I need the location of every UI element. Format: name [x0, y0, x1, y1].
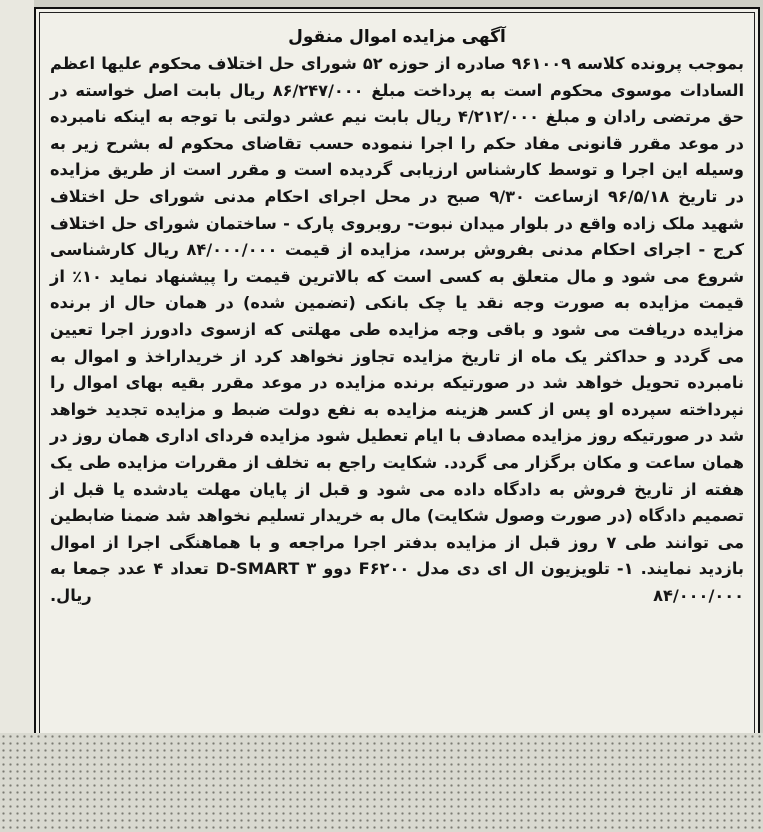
notice-frame: [34, 7, 760, 733]
halftone-background: [0, 733, 763, 832]
notice-body: بموجب پرونده کلاسه ۹۶۱۰۰۹ صادره از حوزه ۵۲ شورای حل اختلاف محکوم علیها اعظم السادات موسوی محکوم است به پرداخت مبلغ ۸۶/۲۴۷/۰۰۰ ریال بابت اصل خواسته در حق مرتضی رادان و مبلغ ۴/۲۱۲/۰۰۰ ریال بابت نیم عشر دولتی با توجه به اینکه نامبرده در موعد مقرر قانونی مفاد حکم را اجرا ننموده حسب تقاضای محکوم له بشرح زیر به وسیله این اجرا و توسط کارشناس ارزیابی گردیده است و مقرر است از طریق مزایده در تاریخ ۹۶/۵/۱۸ ازساعت ۹/۳۰ صبح در محل اجرای احکام مدنی شورای حل اختلاف شهید ملک زاده واقع در بلوار میدان نبوت- روبروی پارک - ساختمان شورای حل اختلاف کرج - اجرای احکام مدنی بفروش برسد، مزایده از قیمت ۸۴/۰۰۰/۰۰۰ ریال کارشناسی شروع می شود و مال متعلق به کسی است که بالاترین قیمت را پیشنهاد نماید ۱۰٪ از قیمت مزایده به صورت وجه نقد یا چک بانکی (تضمین شده) در همان حال از برنده مزایده دریافت می شود و باقی وجه مزایده طی مهلتی که ازسوی دادورز اجرا تعیین می گردد و حداکثر یک ماه از تاریخ مزایده تجاوز نخواهد کرد از خریداراخذ و اموال به نامبرده تحویل خواهد شد در صورتیکه برنده مزایده در موعد مقرر بقیه بهای اموال را نپرداخته سپرده او پس از کسر هزینه مزایده به نفع دولت ضبط و مزایده تجدید خواهد شد در صورتیکه روز مزایده مصادف با ایام تعطیل شود مزایده فردای اداری همان روز در همان ساعت و مکان برگزار می گردد. شکایت راجع به تخلف از مقررات مزایده طی یک هفته از تاریخ فروش به دادگاه داده می شود و قبل از پایان مهلت یادشده یا قبل از تصمیم دادگاه (در صورت وصول شکایت) مال به خریدار تسلیم نخواهد شد ضمنا ضابطین می توانند طی ۷ روز قبل از مزایده بدفتر اجرا مراجعه و با هماهنگی اجرا از اموال بازدید نمایند. ۱- تلویزیون ال ای دی مدل F۶۲۰۰ دوو D-SMART ۳ تعداد ۴ عدد جمعا به ۸۴/۰۰۰/۰۰۰ ریال.: [50, 54, 744, 605]
notice-title: آگهی مزایده اموال منقول: [288, 27, 506, 47]
notice-inner-border: [39, 12, 755, 733]
